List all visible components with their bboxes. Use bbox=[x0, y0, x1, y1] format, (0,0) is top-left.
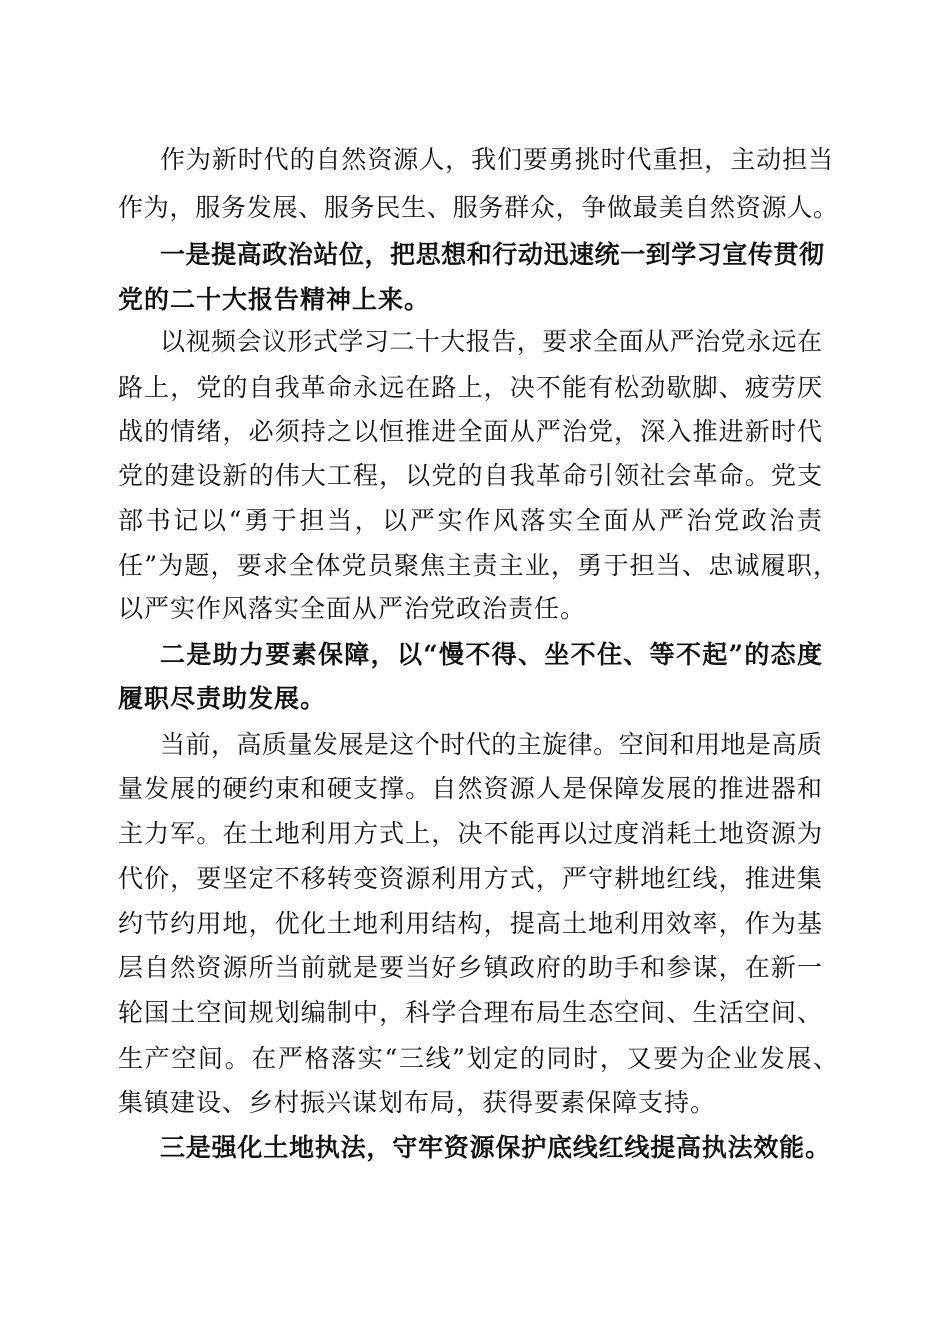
heading-line: 党的二十大报告精神上来。 bbox=[118, 285, 431, 314]
body-text-line: 路上，党的自我革命永远在路上，决不能有松劲歇脚、疲劳厌 bbox=[118, 373, 822, 402]
body-text-line: 量发展的硬约束和硬支撑。自然资源人是保障发展的推进器和 bbox=[118, 774, 822, 803]
heading-line: 履职尽责助发展。 bbox=[118, 684, 327, 713]
body-text-line: 轮国土空间规划编制中，科学合理布局生态空间、生活空间、 bbox=[118, 998, 822, 1027]
body-text-line: 层自然资源所当前就是要当好乡镇政府的助手和参谋，在新一 bbox=[118, 953, 822, 982]
heading-line: 二是助力要素保障，以“慢不得、坐不住、等不起”的态度 bbox=[160, 640, 822, 669]
body-text-line: 部书记以“勇于担当，以严实作风落实全面从严治党政治责 bbox=[118, 506, 822, 535]
body-text-line: 任”为题，要求全体党员聚焦主责主业，勇于担当、忠诚履职， bbox=[118, 551, 838, 580]
heading-line: 一是提高政治站位，把思想和行动迅速统一到学习宣传贯彻 bbox=[160, 240, 824, 269]
body-text-line: 集镇建设、乡村振兴谋划布局，获得要素保障支持。 bbox=[118, 1088, 717, 1117]
body-text-line: 约节约用地，优化土地利用结构，提高土地利用效率，作为基 bbox=[118, 909, 822, 938]
heading-line: 三是强化土地执法，守牢资源保护底线红线提高执法效能。 bbox=[160, 1133, 830, 1162]
body-text-line: 以严实作风落实全面从严治党政治责任。 bbox=[118, 594, 587, 623]
body-text-line: 代价，要坚定不移转变资源利用方式，严守耕地红线，推进集 bbox=[118, 864, 822, 893]
body-text-line: 作为，服务发展、服务民生、服务群众，争做最美自然资源人。 bbox=[118, 193, 838, 222]
body-text-line: 作为新时代的自然资源人，我们要勇挑时代重担，主动担当 bbox=[160, 145, 833, 174]
body-text-line: 以视频会议形式学习二十大报告，要求全面从严治党永远在 bbox=[160, 327, 822, 356]
body-text-line: 生产空间。在严格落实“三线”划定的同时，又要为企业发展、 bbox=[118, 1044, 838, 1073]
body-text-line: 党的建设新的伟大工程，以党的自我革命引领社会革命。党支 bbox=[118, 461, 822, 490]
body-text-line: 主力军。在土地利用方式上，决不能再以过度消耗土地资源为 bbox=[118, 819, 822, 848]
body-text-line: 战的情绪，必须持之以恒推进全面从严治党，深入推进新时代 bbox=[118, 417, 822, 446]
body-text-line: 当前，高质量发展是这个时代的主旋律。空间和用地是高质 bbox=[160, 730, 822, 759]
